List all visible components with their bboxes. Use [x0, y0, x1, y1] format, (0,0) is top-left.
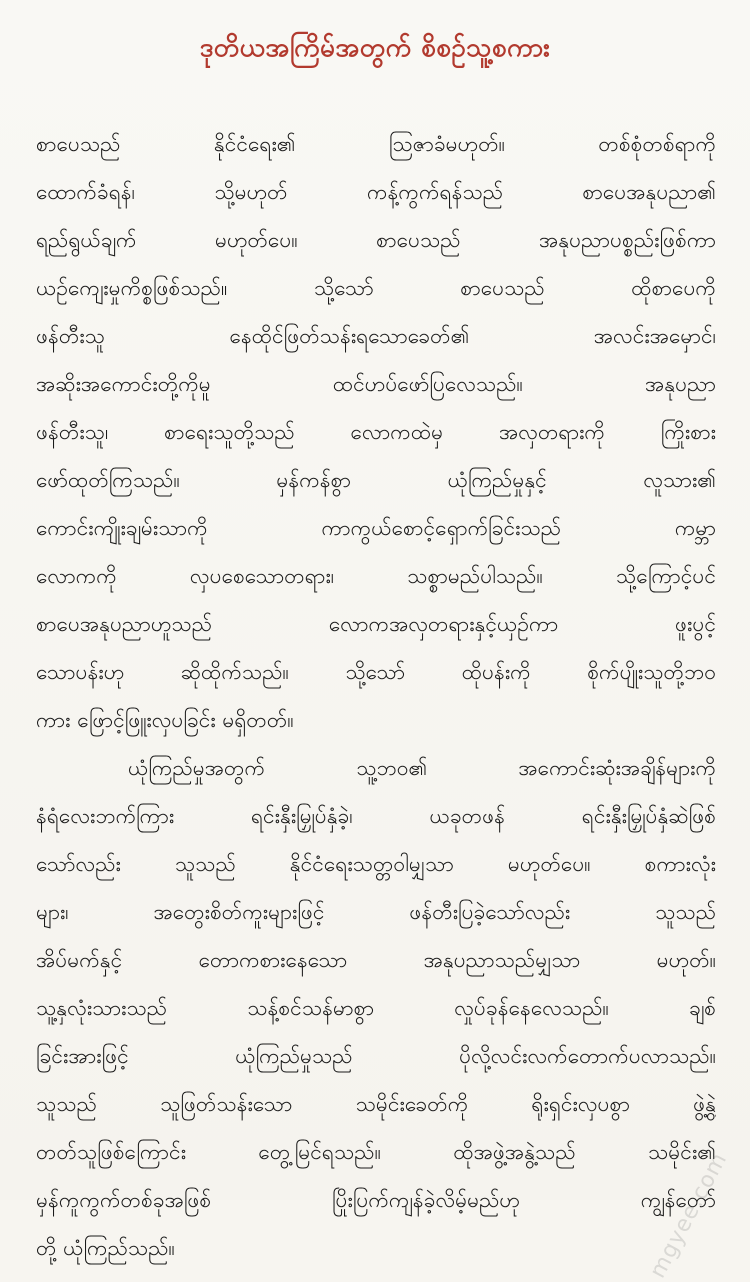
text-line: မှန်ကူကွက်တစ်ခုအဖြစ် ပြိုးပြက်ကျန်ခဲ့လိမ့်မည်ဟု ကျွန်တော် — [36, 1188, 716, 1212]
text-line: ယဉ်ကျေးမှုကိစ္စဖြစ်သည်။ သို့သော် စာပေသည် ထိုစာပေကို — [36, 276, 716, 300]
text-line: ယုံကြည်မှုအတွက် သူ့ဘဝ၏ အကောင်းဆုံးအချိန်များကို — [128, 756, 716, 780]
text-line: တတ်သူဖြစ်ကြောင်း တွေ့မြင်ရသည်။ ထိုအဖွဲ့အနွဲ့သည် သမိုင်း၏ — [36, 1140, 716, 1164]
text-line: ရည်ရွယ်ချက် မဟုတ်ပေ။ စာပေသည် အနုပညာပစ္စည်းဖြစ်ကာ — [36, 228, 716, 252]
text-line: စာပေအနုပညာဟူသည် လောကအလှတရားနှင့်ယှဉ်ကာ ဖူးပွင့် — [36, 612, 716, 636]
body-text — [36, 120, 716, 1272]
text-line: ဖန်တီးသူ နေထိုင်ဖြတ်သန်းရသောခေတ်၏ အလင်းအမှောင်၊ — [36, 324, 716, 348]
text-line: သူသည် သူဖြတ်သန်းသော သမိုင်းခေတ်ကို ရိုးရှင်းလှပစွာ ဖွဲ့နွဲ့ — [36, 1092, 716, 1116]
text-line: လောကကို လှပစေသောတရား၊ သစ္စာမည်ပါသည်။ သို့ကြောင့်ပင် — [36, 564, 716, 588]
text-line: တို့ ယုံကြည်သည်။ — [36, 1236, 175, 1260]
text-line: ဖော်ထုတ်ကြသည်။ မှန်ကန်စွာ ယုံကြည်မှုနှင့် လူသား၏ — [36, 468, 716, 492]
watermark-text: mgyee.com — [644, 1148, 732, 1282]
text-line: စာပေသည် နိုင်ငံရေး၏ ဩဇာခံမဟုတ်။ တစ်စုံတစ်ရာကို — [36, 132, 716, 156]
text-line: ခြင်းအားဖြင့် ယုံကြည်မှုသည် ပိုလို့လင်းလက်တောက်ပလာသည်။ — [36, 1044, 716, 1068]
text-line: များ၊ အတွေးစိတ်ကူးများဖြင့် ဖန်တီးပြခဲ့သော်လည်း သူသည် — [36, 900, 716, 924]
text-line: သူ့နှလုံးသားသည် သန့်စင်သန်မာစွာ လှုပ်ခုန်နေလေသည်။ ချစ် — [36, 996, 716, 1020]
text-line: အဆိုးအကောင်းတို့ကိုမူ ထင်ဟပ်ဖော်ပြလေသည်။ အနုပညာ — [36, 372, 716, 396]
text-line: ကောင်းကျိုးချမ်းသာကို ကာကွယ်စောင့်ရှောက်ခြင်းသည် ကမ္ဘာ — [36, 516, 716, 540]
text-line: ဖန်တီးသူ၊ စာရေးသူတို့သည် လောကထဲမှ အလှတရားကို ကြိုးစား — [36, 420, 716, 444]
text-line: နံရံလေးဘက်ကြား ရင်းနှီးမြှုပ်နှံခဲ့၊ ယခုတဖန် ရင်းနှီးမြှုပ်နှံဆဲဖြစ် — [36, 804, 716, 828]
text-line: သောပန်းဟု ဆိုထိုက်သည်။ သို့သော် ထိုပန်းကို စိုက်ပျိုးသူတို့ဘဝ — [36, 660, 716, 684]
text-line: အိပ်မက်နှင့် တောကစားနေသော အနုပညာသည်မျှသာ မဟုတ်။ — [36, 948, 716, 972]
text-line: သော်လည်း သူသည် နိုင်ငံရေးသတ္တဝါမျှသာ မဟုတ်ပေ။ စကားလုံး — [36, 852, 716, 876]
text-line: ကား ဖြောင့်ဖြူးလှပခြင်း မရှိတတ်။ — [36, 708, 294, 732]
page-title: ဒုတိယအကြိမ်အတွက် စိစဥ်သူ့စကား — [199, 33, 551, 63]
text-line: ထောက်ခံရန်၊ သို့မဟုတ် ကန့်ကွက်ရန်သည် စာပေအနုပညာ၏ — [36, 180, 716, 204]
